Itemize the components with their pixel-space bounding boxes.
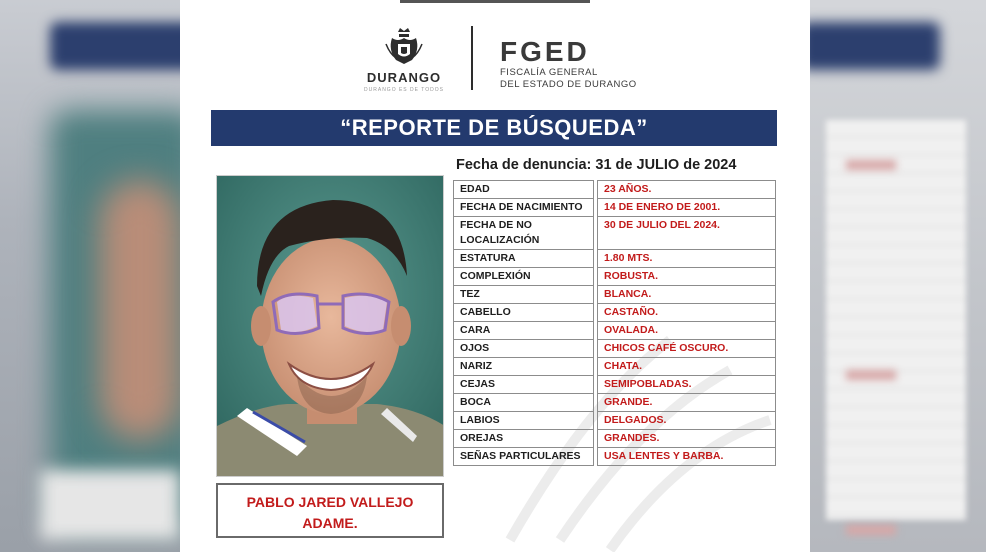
top-rule [400, 0, 590, 3]
logo-divider [471, 26, 473, 90]
table-row [454, 268, 776, 286]
row-value: BLANCA. [598, 286, 776, 304]
row-value: 30 DE JULIO DEL 2024. [598, 217, 776, 250]
row-value: CHICOS CAFÉ OSCURO. [598, 340, 776, 358]
row-label: NARIZ [454, 358, 594, 376]
table-row [454, 217, 776, 250]
row-value: USA LENTES Y BARBA. [598, 448, 776, 466]
row-value: GRANDE. [598, 394, 776, 412]
row-label: ESTATURA [454, 250, 594, 268]
row-label: SEÑAS PARTICULARES [454, 448, 594, 466]
row-value: SEMIPOBLADAS. [598, 376, 776, 394]
row-label: FECHA DE NACIMIENTO [454, 199, 594, 217]
person-name-box [216, 483, 444, 538]
row-label: CEJAS [454, 376, 594, 394]
person-name-line-1: PABLO JARED VALLEJO [246, 494, 414, 510]
row-label: CARA [454, 322, 594, 340]
table-row [454, 250, 776, 268]
row-label: COMPLEXIÓN [454, 268, 594, 286]
table-row [454, 322, 776, 340]
table-row [454, 199, 776, 217]
fged-logo [500, 38, 637, 90]
row-label: OREJAS [454, 430, 594, 448]
missing-person-photo [216, 175, 444, 477]
durango-logo [348, 24, 460, 92]
row-label: OJOS [454, 340, 594, 358]
row-value: ROBUSTA. [598, 268, 776, 286]
row-label: TEZ [454, 286, 594, 304]
report-banner: “REPORTE DE BÚSQUEDA” [211, 110, 777, 146]
table-row [454, 412, 776, 430]
row-value: DELGADOS. [598, 412, 776, 430]
durango-slogan: DURANGO ES DE TODOS [364, 87, 444, 93]
row-label: LABIOS [454, 412, 594, 430]
table-row [454, 304, 776, 322]
table-row [454, 394, 776, 412]
row-value: GRANDES. [598, 430, 776, 448]
description-table [453, 180, 776, 466]
blurred-background-right [810, 0, 986, 552]
table-row [454, 286, 776, 304]
crest-icon [384, 24, 424, 68]
blurred-background-left [0, 0, 180, 552]
row-label: FECHA DE NO LOCALIZACIÓN [454, 217, 594, 250]
fged-line-2: DEL ESTADO DE DURANGO [500, 79, 637, 90]
row-label: BOCA [454, 394, 594, 412]
search-report-poster [180, 0, 810, 552]
fged-title: FGED [500, 36, 590, 67]
row-value: OVALADA. [598, 322, 776, 340]
table-row [454, 448, 776, 466]
table-row [454, 358, 776, 376]
row-value: 1.80 MTS. [598, 250, 776, 268]
table-row [454, 181, 776, 199]
row-value: 23 AÑOS. [598, 181, 776, 199]
portrait-image [217, 176, 444, 477]
table-row [454, 376, 776, 394]
fged-line-1: FISCALÍA GENERAL [500, 67, 598, 78]
table-row [454, 430, 776, 448]
row-label: EDAD [454, 181, 594, 199]
row-label: CABELLO [454, 304, 594, 322]
row-value: 14 DE ENERO DE 2001. [598, 199, 776, 217]
table-row [454, 340, 776, 358]
complaint-date: Fecha de denuncia: 31 de JULIO de 2024 [456, 157, 737, 173]
row-value: CHATA. [598, 358, 776, 376]
durango-label: DURANGO [366, 70, 442, 85]
person-name-line-2: ADAME. [302, 515, 358, 531]
row-value: CASTAÑO. [598, 304, 776, 322]
